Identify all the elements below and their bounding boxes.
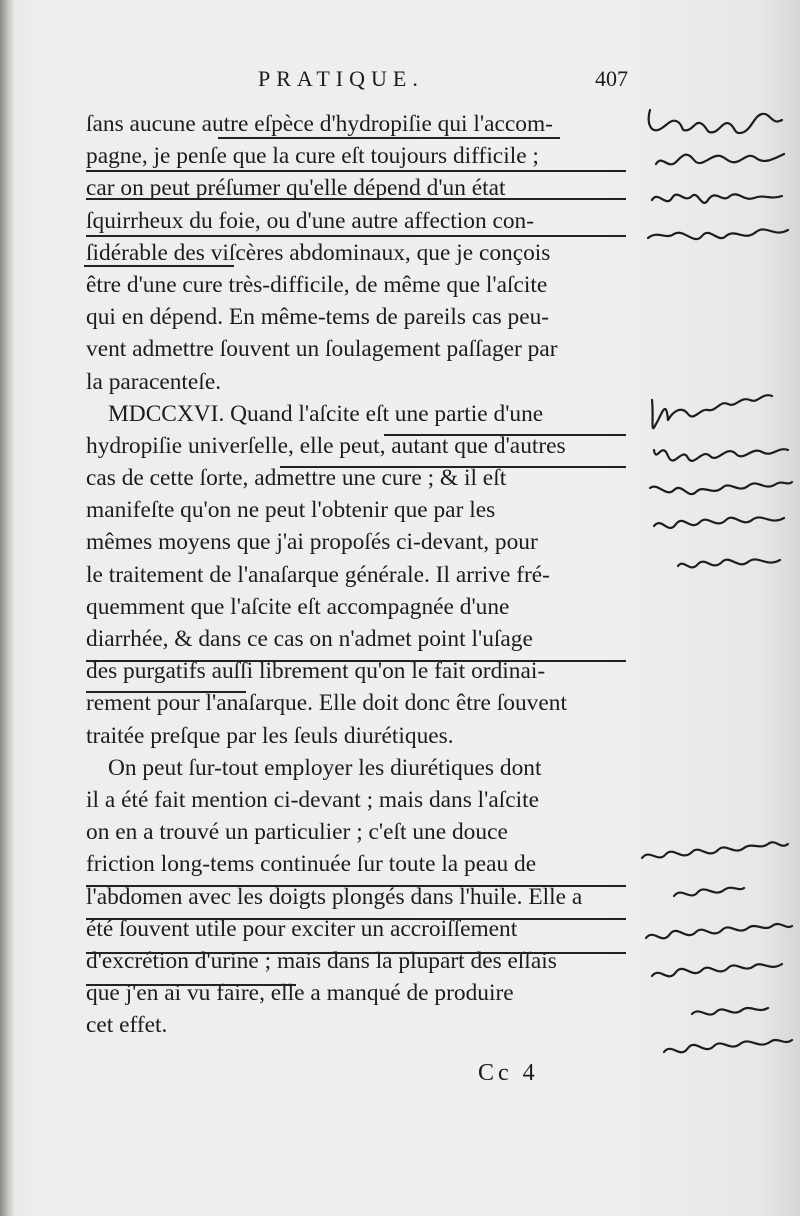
text-line: traitée preſque par les ſeuls diurétiques. [86,722,454,749]
text-line: cet effet. [86,1012,168,1039]
text-line: ſidérable des viſcères abdominaux, que je conçois [86,239,551,266]
running-head: PRATIQUE. [258,66,424,91]
text-line: vent admettre ſouvent un ſoulagement paſſager par [86,336,558,363]
text-line: d'excrétion d'urine ; mais dans la plupart des eſſais [86,947,557,974]
margin-note-1 [648,110,788,239]
text-line: la paracenteſe. [86,368,222,395]
paragraph-start-line: On peut ſur-tout employer les diurétiques dont [108,754,542,781]
handwritten-underline [384,434,626,436]
handwritten-underline [218,137,560,139]
text-line: que j'en ai vu faire, elle a manqué de produire [86,980,514,1007]
margin-note-3 [642,842,792,1052]
body-text [86,108,626,1041]
text-line: l'abdomen avec les doigts plongés dans l'huile. Elle a [86,883,583,910]
text-line: rement pour l'anaſarque. Elle doit donc être ſouvent [86,690,567,717]
handwritten-underline [86,952,626,954]
paragraph-start-line: MDCCXVI. Quand l'aſcite eſt une partie d'une [108,400,544,427]
text-line: diarrhée, & dans ce cas on n'admet point l'uſage [86,626,533,652]
text-line: friction long-tems continuée ſur toute la peau de [86,851,537,878]
handwritten-underline [86,918,626,920]
page-header [88,62,628,96]
text-line: être d'une cure très-difficile, de même que l'aſcite [86,271,548,298]
text-line: on en a trouvé un particulier ; c'eſt une douce [86,819,508,846]
text-line: mêmes moyens que j'ai propoſés ci-devant, pour [86,529,538,556]
text-line: quemment que l'aſcite eſt accompagnée d'une [86,593,510,620]
handwritten-marginalia [632,80,800,1080]
handwritten-underline [86,235,626,237]
handwritten-underline [86,984,296,986]
handwritten-underline [280,466,626,468]
page-number: 407 [595,66,628,91]
text-line: cas de cette ſorte, admettre une cure ; & il eſt [86,465,507,492]
text-line: des purgatifs auſſi librement qu'on le fait ordinai- [86,658,546,685]
text-line: hydropiſie univerſelle, elle peut, autant que d'autres [86,432,566,459]
text-line: qui en dépend. En même-tems de pareils cas peu- [86,304,550,331]
page-gutter [0,0,14,1216]
signature-mark: Cc 4 [478,1060,539,1086]
text-line: ſquirrheux du foie, ou d'une autre affection con- [86,207,535,234]
text-line: manifeſte qu'on ne peut l'obtenir que par les [86,497,496,524]
handwritten-underline [84,265,234,267]
handwritten-underline [86,170,626,172]
handwritten-underline [86,198,626,200]
text-line: ſans aucune autre eſpèce d'hydropiſie qui l'accom- [86,111,553,137]
text-line: il a été fait mention ci-devant ; mais dans l'aſcite [86,786,540,813]
handwritten-underline [86,660,626,662]
handwritten-underline [86,885,626,887]
text-line: le traitement de l'anaſarque générale. Il arrive fré- [86,561,550,588]
margin-note-2 [650,395,792,567]
handwritten-underline [86,691,246,693]
text-line: été ſouvent utile pour exciter un accroiſſement [86,915,518,942]
text-line: pagne, je penſe que la cure eſt toujours difficile ; [86,143,539,170]
text-line: car on peut préſumer qu'elle dépend d'un état [86,175,506,202]
